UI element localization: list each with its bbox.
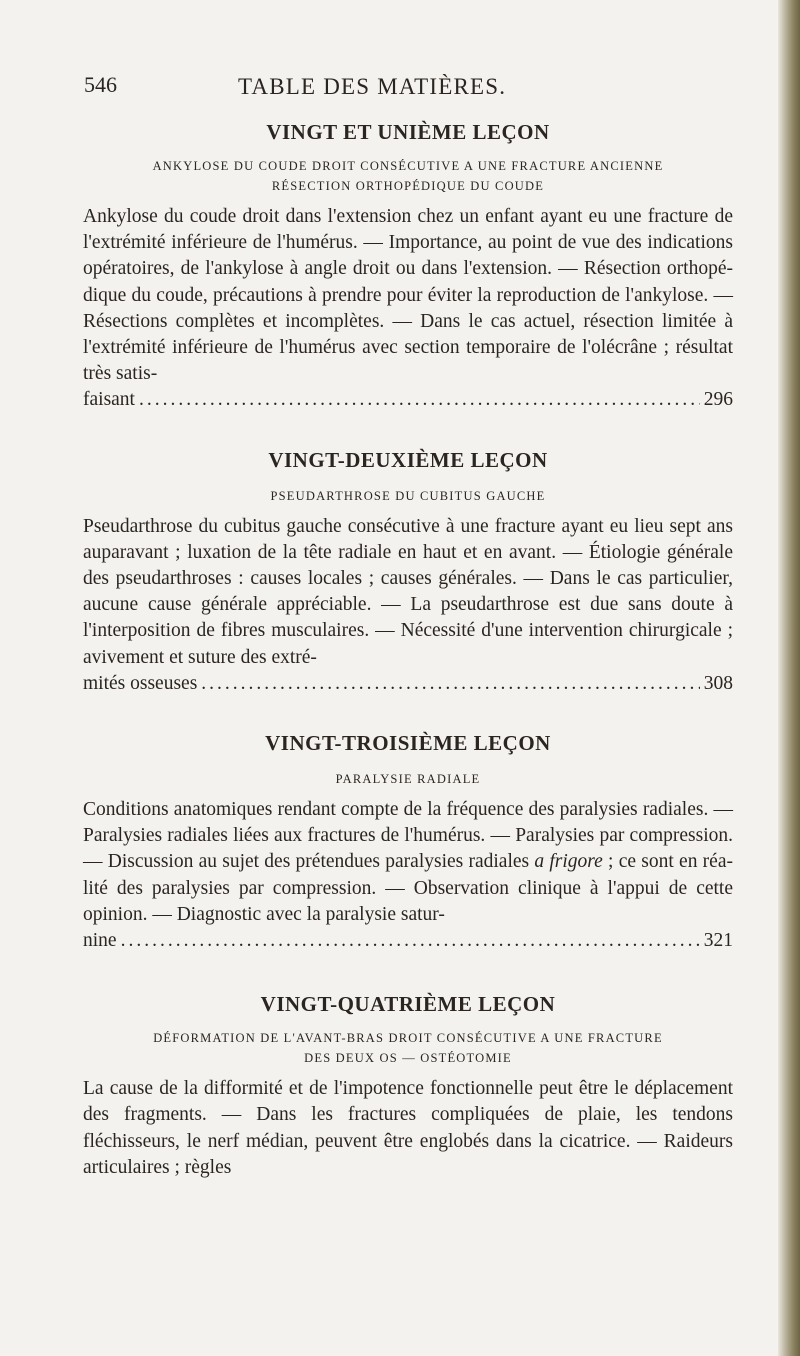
lesson-subject [83,486,733,506]
lesson-summary: Ankylose du coude droit dans l'extension chez un enfant ayant eu une fracture de l'extrémité inférieure de l'humérus. — Importance, au point de vue des indications opératoires, de l'ankylose à angle droit ou dans l'extension. — Résection orthopédique du coude, précautions à prendre pour éviter la reproduction de l'ankylose. — Résections complètes et incomplètes. — Dans le cas actuel, résection limitée à l'extrémité inférieure de l'humérus avec section temporaire de l'olécrâne ; résultat très satis- [83,206,733,385]
lesson-subject [83,769,733,789]
subject-line: PSEUDARTHROSE DU CUBITUS GAUCHE [270,488,546,503]
entry-page-number: 321 [703,930,733,952]
subject-line: PARALYSIE RADIALE [335,772,481,787]
lesson-summary: Pseudarthrose du cubitus gauche consécutive à une fracture ayant eu lieu sept ans auparavant ; luxation de la tête radiale en haut et en avant. — Étiologie générale des pseudarthroses : causes locales ; causes générales. — Dans le cas particulier, aucune cause générale appréciable. — La pseudarthrose est due sans doute à l'interposition de fibres musculaires. — Nécessité d'une intervention chirurgicale ; avivement et suture des extré- [83,515,733,668]
summary-italic-term: a frigore [534,851,603,873]
subject-line: RÉSECTION ORTHOPÉDIQUE DU COUDE [271,179,545,193]
leader-dots [139,387,700,413]
subject-line: DÉFORMATION DE L'AVANT-BRAS DROIT CONSÉCUTIVE A UNE FRACTURE [153,1031,663,1046]
lesson-23 [83,729,733,954]
table-of-contents [83,118,733,1181]
lesson-22 [83,446,733,697]
lesson-summary: La cause de la difformité et de l'impotence fonctionnelle peut être le déplacement des fragments. — Dans les fractures compliquées de plaie, les tendons fléchisseurs, le nerf médian, peuvent être englobés dans la cicatrice. — Raideurs articulaires ; règles [83,1078,733,1178]
lesson-title: VINGT-TROISIÈME LEÇON [265,731,551,756]
toc-entry-line [83,928,733,954]
entry-page-number: 296 [703,389,733,411]
page-edge-shadow [778,0,800,1356]
lesson-subject [83,1028,733,1068]
lesson-title: VINGT-DEUXIÈME LEÇON [268,447,548,472]
lesson-summary [83,797,733,928]
lesson-title: VINGT-QUATRIÈME LEÇON [260,992,556,1017]
lesson-title: VINGT ET UNIÈME LEÇON [266,120,550,144]
subject-line: ANKYLOSE DU COUDE DROIT CONSÉCUTIVE A UNE FRACTURE ANCIENNE [152,159,664,173]
leader-dots [201,671,699,697]
lesson-21 [83,118,733,414]
toc-entry-line [83,671,733,697]
summary-text: Conditions anatomiques rendant compte de la fréquence des paralysies radiales. — Paralysies radiales liées aux fractures de l'humérus. — Paralysies par compression. — Discussion au sujet des prétendues paralysies radiales [83,799,733,873]
entry-last-words: faisant [83,389,135,411]
leader-dots [121,928,700,954]
toc-entry-line [83,387,733,413]
lesson-subject [83,156,733,196]
summary-text: ; ce sont en réalité des paralysies par compression. — Observation clinique à l'appui de cette opinion. — Diagnostic avec la paralysie satur- [83,851,733,925]
entry-last-words: nine [83,930,117,952]
lesson-24 [83,990,733,1181]
page-number: 546 [84,72,117,97]
subject-line: DES DEUX OS — OSTÉOTOMIE [304,1051,512,1066]
entry-last-words: mités osseuses [83,672,198,694]
running-title: TABLE DES MATIÈRES. [238,74,507,99]
entry-page-number: 308 [703,672,733,694]
running-head [0,72,800,108]
